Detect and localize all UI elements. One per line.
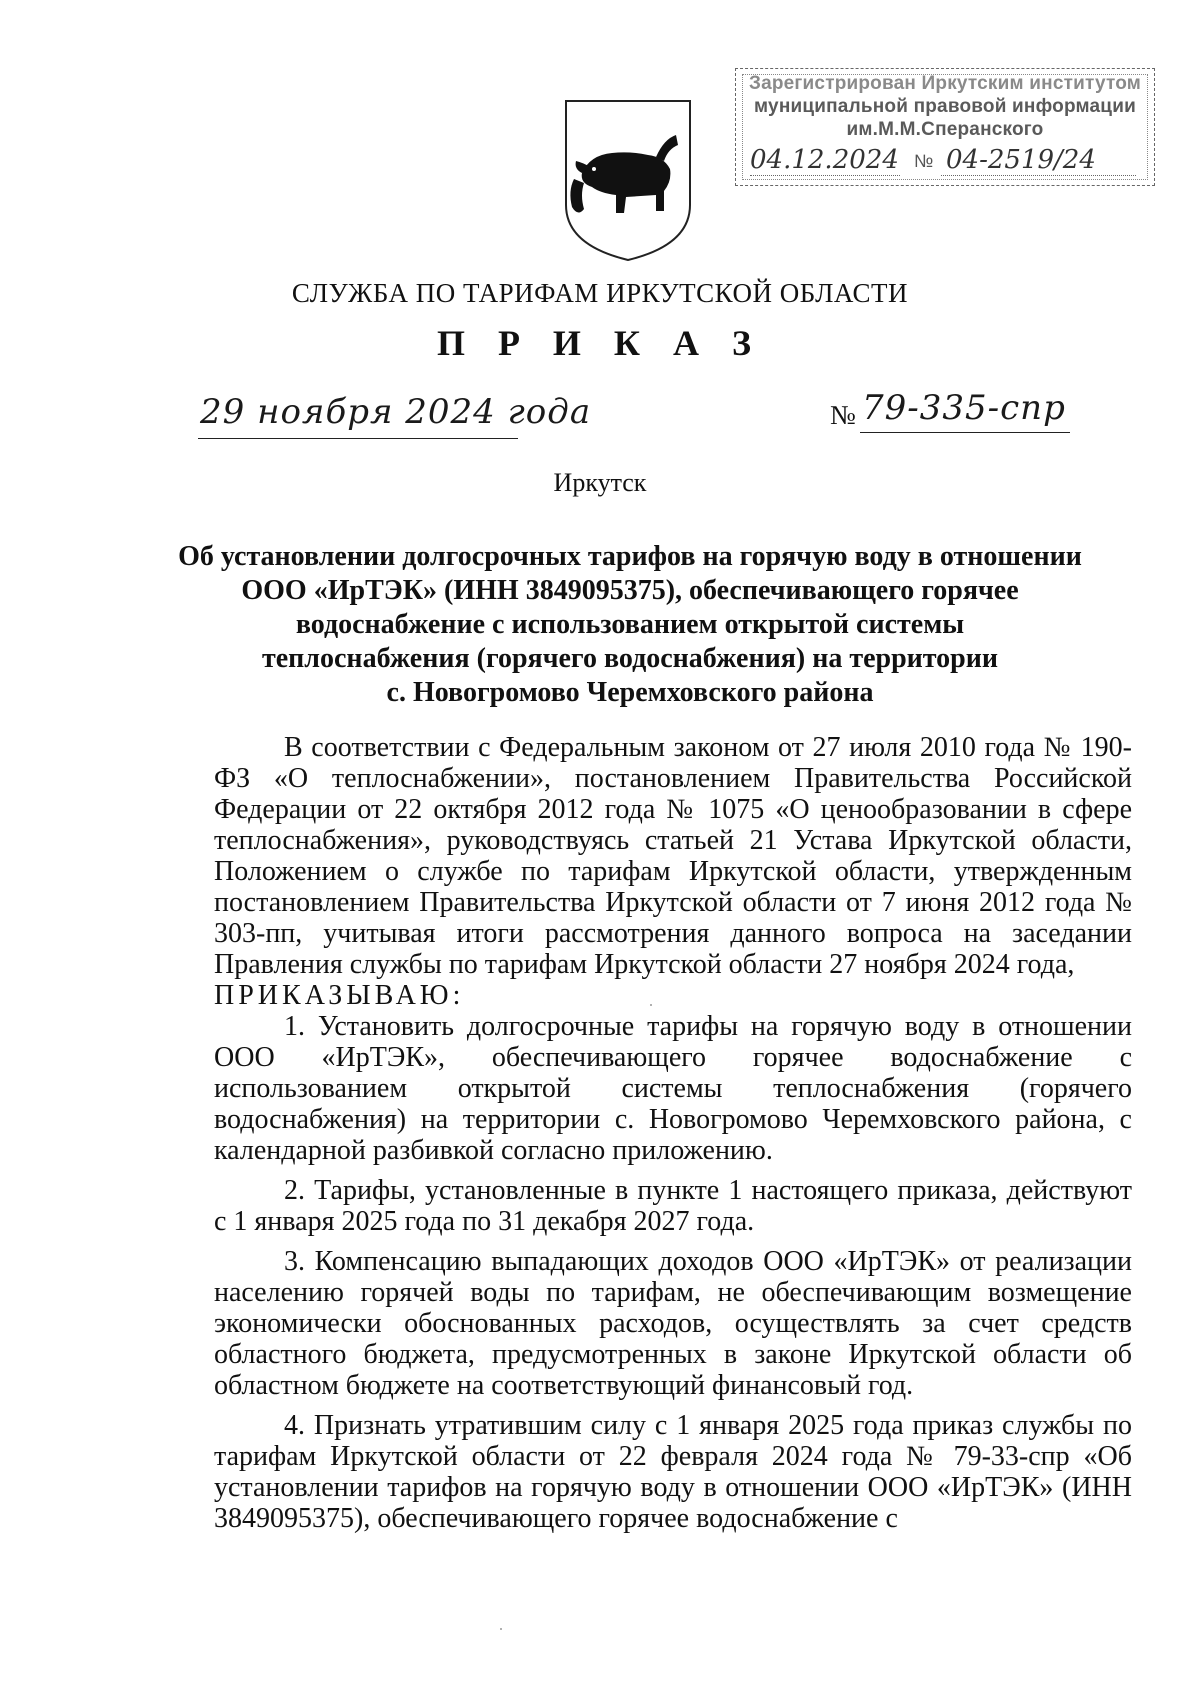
item-1-paragraph: 1. Установить долгосрочные тарифы на горячую воду в отношении ООО «ИрТЭК», обеспечивающего горячее водоснабжение с использованием открытой системы теплоснабжения (горячего водоснабжения) на территории с. Новогромово Черемховского района, с календарной разбивкой согласно приложению. [214, 1011, 1132, 1166]
stamp-registration-number: 04-2519/24 [946, 145, 1096, 175]
order-date-underline [198, 438, 518, 439]
stamp-number-label: № [914, 151, 934, 171]
item-2-paragraph: 2. Тарифы, установленные в пункте 1 настоящего приказа, действуют с 1 января 2025 года по 31 декабря 2027 года. [214, 1175, 1132, 1237]
scan-speck [500, 1628, 502, 1630]
title-line: водоснабжение с использованием открытой системы [295, 609, 965, 640]
order-word: ПРИКАЗЫВАЮ: [214, 980, 465, 1011]
item-3-paragraph: 3. Компенсацию выпадающих доходов ООО «ИрТЭК» от реализации населению горячей воды по тарифам, не обеспечивающим возмещение экономически обоснованных расходов, осуществлять за счет средств областного бюджета, предусмотренных в законе Иркутской области об областном бюджете на соответствующий финансовый год. [214, 1246, 1132, 1401]
document-type: П Р И К А З [436, 323, 764, 363]
title-line: Об установлении долгосрочных тарифов на горячую воду в отношении [178, 541, 1082, 572]
title-line: ООО «ИрТЭК» (ИНН 3849095375), обеспечивающего горячее [241, 575, 1019, 606]
scan-speck [650, 1004, 652, 1006]
title-line: теплоснабжения (горячего водоснабжения) на территории [261, 643, 999, 674]
stamp-line-3: им.М.М.Сперанского [846, 119, 1044, 140]
stamp-date-underline [750, 175, 900, 176]
preamble-paragraph: В соответствии с Федеральным законом от 27 июля 2010 года № 190-ФЗ «О теплоснабжении», постановлением Правительства Российской Федерации от 22 октября 2012 года № 1075 «О ценообразовании в сфере теплоснабжения», руководствуясь статьей 21 Устава Иркутской области, Положением о службе по тарифам Иркутской области, утвержденным постановлением Правительства Иркутской области от 7 июня 2012 года № 303-пп, учитывая итоги рассмотрения данного вопроса на заседании Правления службы по тарифам Иркутской области 27 ноября 2024 года, [214, 732, 1132, 980]
order-number-label: № [830, 400, 856, 430]
agency-name: СЛУЖБА ПО ТАРИФАМ ИРКУТСКОЙ ОБЛАСТИ [291, 278, 909, 308]
order-number-underline [860, 432, 1070, 433]
title-line: с. Новогромово Черемховского района [386, 677, 874, 708]
stamp-line-2: муниципальной правовой информации [754, 96, 1136, 117]
order-date: 29 ноября 2024 года [200, 392, 592, 432]
stamp-number-underline [941, 175, 1136, 176]
order-number: 79-335-спр [862, 388, 1066, 428]
stamp-line-1: Зарегистрирован Иркутским институтом [748, 73, 1142, 94]
coat-of-arms-icon [560, 95, 696, 265]
registration-stamp [735, 68, 1155, 186]
document-title [140, 540, 1120, 710]
item-4-paragraph: 4. Признать утратившим силу с 1 января 2025 года приказ службы по тарифам Иркутской области от 22 февраля 2024 года № 79-33-спр «Об установлении тарифов на горячую воду в отношении ООО «ИрТЭК» (ИНН 3849095375), обеспечивающего горячее водоснабжение с [214, 1410, 1132, 1534]
city: Иркутск [553, 468, 647, 497]
stamp-registration-date: 04.12.2024 [750, 145, 899, 175]
document-body [214, 732, 1132, 1534]
